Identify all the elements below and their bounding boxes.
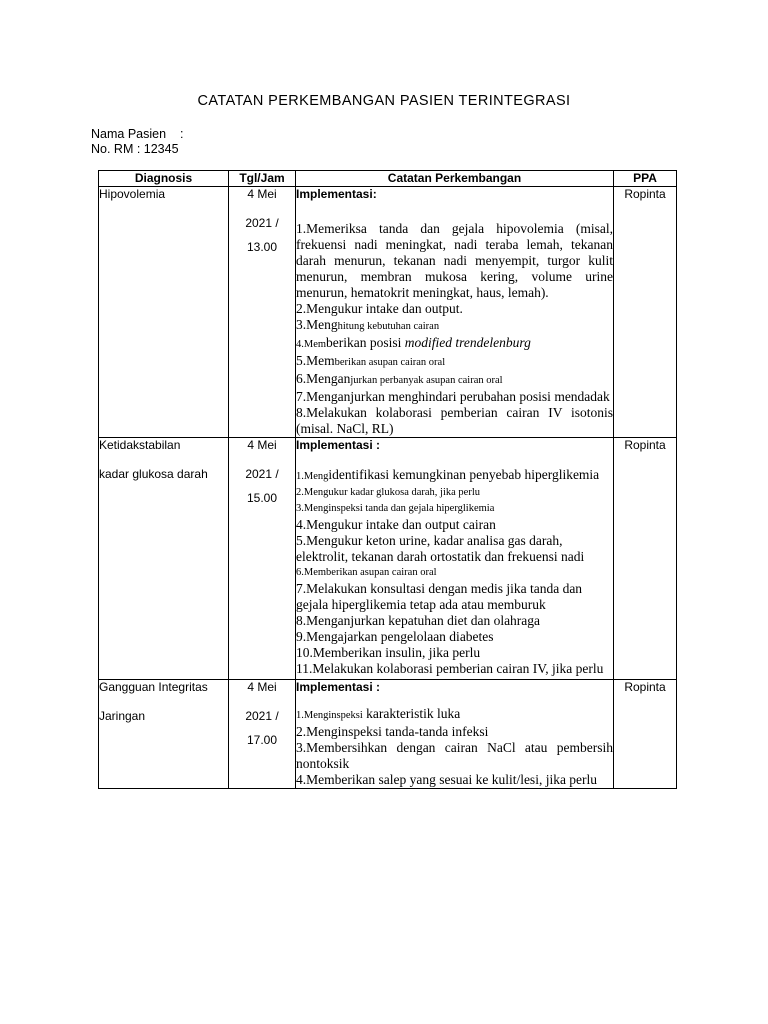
list-item: 4.Mengukur intake dan output cairan [296,517,496,532]
list-item: 2.Menginspeksi tanda-tanda infeksi [296,724,489,739]
time-line: 15.00 [246,491,278,505]
list-item: 5.Mengukur keton urine, kadar analisa gas darah, elektrolit, tekanan darah ortostatik dan frekuensi nadi [296,533,585,564]
table-header-row [99,171,677,187]
list-item: 2.Mengukur kadar glukosa darah, jika perlu [296,487,480,498]
implementation-heading: Implementasi : [296,680,381,694]
date-line: 2021 / [245,709,279,723]
list-item: 3.Menginspeksi tanda dan gejala hiperglikemia [296,503,495,514]
list-item: 4.Memberikan posisi modified trendelenburg [296,335,531,350]
notes-cell [296,438,614,680]
date-line: 2021 / [245,467,279,481]
list-item: 1.Memeriksa tanda dan gejala hipovolemia (misal, frekuensi nadi meningkat, nadi teraba lemah, tekanan darah menurun, tekanan nadi menyempit, turgor kulit menurun, membran mukosa kering, volume urine menurun, hematokrit meningkat, haus, lemah). [296,221,613,300]
list-item: 6.Menganjurkan perbanyak asupan cairan oral [296,371,503,386]
diagnosis-line: Ketidakstabilan [99,438,181,452]
list-item: 8.Melakukan kolaborasi pemberian cairan IV isotonis (misal. NaCl, RL) [296,405,613,436]
date-time-cell [229,680,296,789]
list-item: 7.Melakukan konsultasi dengan medis jika tanda dan gejala hiperglikemia tetap ada atau memburuk [296,581,583,612]
list-item: 9.Mengajarkan pengelolaan diabetes [296,629,494,644]
date-line: 4 Mei [247,187,277,201]
list-item: 10.Memberikan insulin, jika perlu [296,645,481,660]
date-time-cell [229,187,296,438]
list-item: 1.Menginspeksi karakteristik luka [296,706,461,721]
notes-cell [296,680,614,789]
diagnosis-line: Jaringan [99,709,146,723]
implementation-heading: Implementasi : [296,438,381,452]
list-item: 2.Mengukur intake dan output. [296,301,463,316]
diagnosis-line: Gangguan Integritas [99,680,208,694]
list-item: 5.Memberikan asupan cairan oral [296,353,446,368]
list-item: 3.Membersihkan dengan cairan NaCl atau pembersih nontoksik [296,740,613,771]
header-date-time: Tgl/Jam [229,171,296,187]
date-line: 4 Mei [247,680,277,694]
time-line: 13.00 [246,240,278,254]
ppa-cell: Ropinta [614,438,677,680]
date-line: 4 Mei [247,438,277,452]
list-item: 3.Menghitung kebutuhan cairan [296,317,440,332]
diagnosis-cell [99,680,229,789]
list-item: 8.Menganjurkan kepatuhan diet dan olahraga [296,613,541,628]
list-item: 7.Menganjurkan menghindari perubahan posisi mendadak [296,389,610,404]
diagnosis-line: kadar glukosa darah [99,467,208,481]
page-title: CATATAN PERKEMBANGAN PASIEN TERINTEGRASI [197,93,571,109]
table-row [99,438,677,680]
table-row [99,680,677,789]
progress-notes-table [98,170,677,789]
patient-name-label: Nama Pasien [91,127,167,141]
notes-cell [296,187,614,438]
time-line: 17.00 [246,733,278,747]
ppa-cell: Ropinta [614,187,677,438]
date-line: 2021 / [245,216,279,230]
header-diagnosis: Diagnosis [99,171,229,187]
patient-name-colon: : [180,127,184,141]
list-item: 1.Mengidentifikasi kemungkinan penyebab hiperglikemia [296,467,600,482]
diagnosis-cell [99,187,229,438]
diagnosis-line: Hipovolemia [99,187,166,201]
diagnosis-cell [99,438,229,680]
patient-name-line [91,126,184,142]
header-progress-notes: Catatan Perkembangan [296,171,614,187]
list-item: 6.Memberikan asupan cairan oral [296,567,437,578]
date-time-cell [229,438,296,680]
ppa-cell: Ropinta [614,680,677,789]
list-item: 4.Memberikan salep yang sesuai ke kulit/lesi, jika perlu [296,772,598,787]
header-ppa: PPA [614,171,677,187]
medical-record-number: No. RM : 12345 [91,142,179,156]
table-row [99,187,677,438]
list-item: 11.Melakukan kolaborasi pemberian cairan IV, jika perlu [296,661,604,676]
implementation-heading: Implementasi: [296,187,377,201]
